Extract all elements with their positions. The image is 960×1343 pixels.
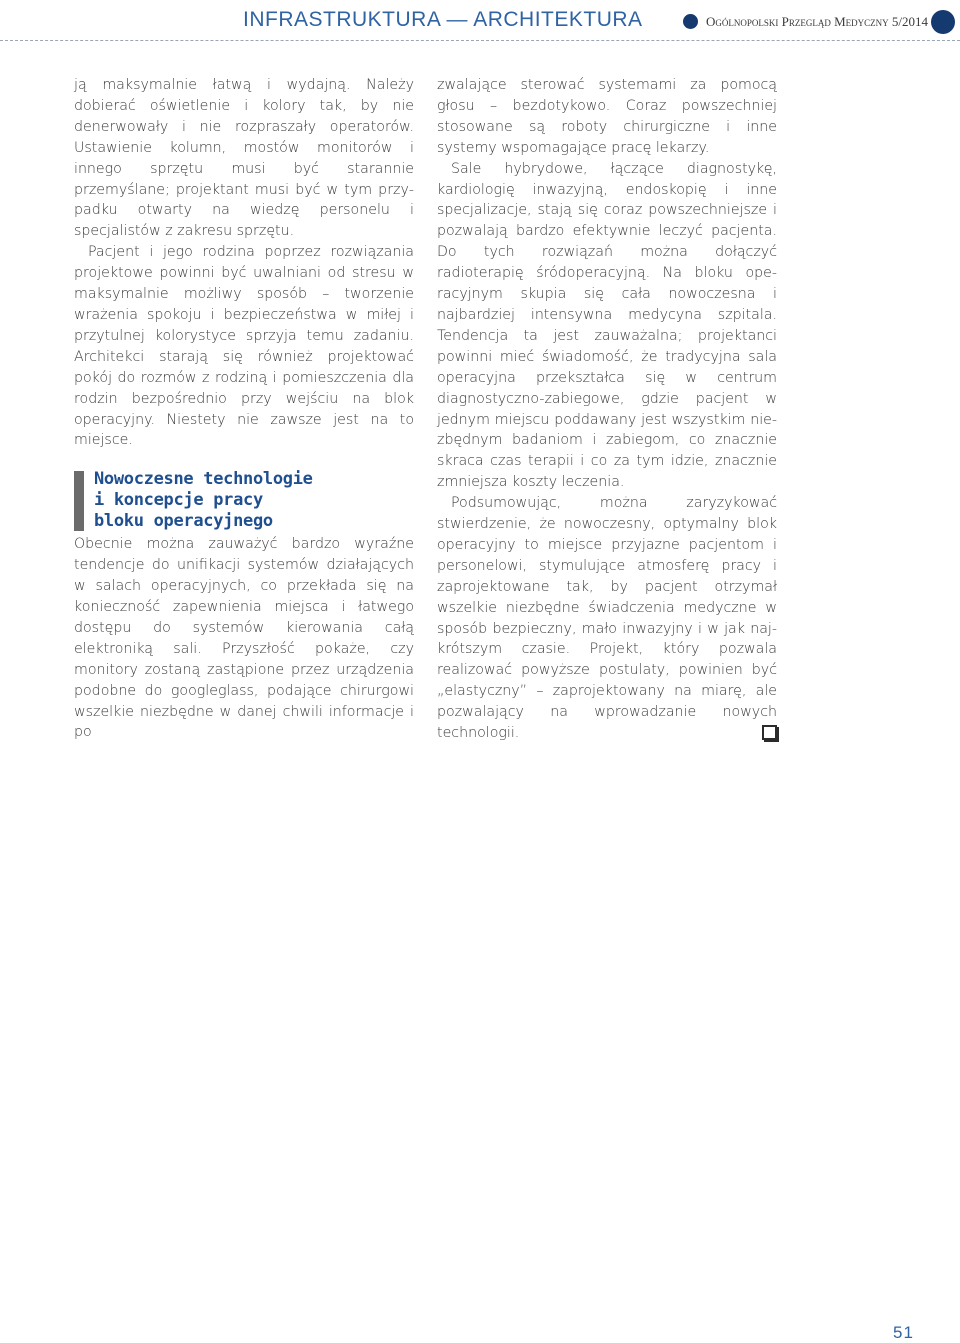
- left-column: [74, 75, 414, 743]
- paragraph: ją maksymalnie łatwą i wydajną. Należy dobierać oświetlenie i kolory tak, by nie denerwowały i nie rozpraszały operatorów. Ustawienie kolumn, mostów monitorów i innego sprzętu musi być starannie przemyślane; projektant musi być w tym przypadku otwarty na wiedzę personelu i specjalistów z zakresu sprzętu.: [74, 77, 414, 240]
- heading-bar: [74, 471, 84, 531]
- page-number: 51: [893, 1323, 914, 1342]
- page-header: [0, 0, 960, 46]
- right-column: [437, 75, 777, 744]
- section-heading-text: Nowoczesne technologie i koncepcje pracy bloku operacyjnego: [94, 469, 313, 532]
- header-dot-icon: [683, 14, 698, 29]
- paragraph-text: Podsumowując, można zaryzykować stwierdzenie, że nowoczesny, optymalny blok operacyjny to miejsce przyjazne pacjentom i personelowi, stymulujące atmosferę pracy i zaprojektowane tak, by pacjent otrzymał wszelkie niezbędne świadczenia medyczne w sposób bezpieczny, mało inwazyjny i w jak najkrótszym czasie. Projekt, który pozwala realizować powyższe postulaty, powinien być „elastyczny” – zaprojektowany na miarę, ale pozwalający na wprowadzanie nowych technologii.: [437, 495, 777, 742]
- journal-name: Ogólnopolski Przegląd Medyczny 5/2014: [706, 14, 929, 29]
- header-divider: [0, 40, 960, 41]
- end-of-article-icon: [762, 725, 777, 740]
- paragraph: Obecnie można zauważyć bardzo wyraźne tendencje do unifikacji systemów działających w salach operacyjnych, co przekłada się na konieczność zapewnienia miejsca i łatwego dostępu do systemów kierowania całą elektroniką sali. Przyszłość pokaże, czy monitory zostaną zastąpione przez urządzenia podobne do googleglass, podające chirurgowi wszelkie niezbędne w danej chwili informacje i po: [74, 536, 414, 741]
- section-heading: [74, 469, 414, 532]
- paragraph: [437, 493, 777, 744]
- section-title: INFRASTRUKTURA — ARCHITEKTURA: [243, 8, 643, 31]
- paragraph: Sale hybrydowe, łączące diagnostykę, kardiologię inwazyjną, endoskopię i inne specjalizacje, stają się coraz powszechniejsze i pozwalają bardzo efektywnie leczyć pacjenta. Do tych rozwiązań można dołączyć radioterapię śródoperacyjną. Na bloku operacyjnym skupia się cała nowoczesna i najbardziej intensywna medycyna szpitala. Tendencja ta jest zauważalna; projektanci powinni mieć świadomość, że tradycyjna sala operacyjna przekształca się w centrum diagnostyczno-zabiegowe, gdzie pacjent w jednym miejscu poddawany jest wszystkim niezbędnym badaniom i zabiegom, co znacznie skraca czas terapii i co za tym idzie, znacznie zmniejsza koszty leczenia.: [437, 160, 777, 491]
- journal-badge-icon: [931, 10, 955, 34]
- paragraph: Pacjent i jego rodzina poprzez rozwiązania projektowe powinni być uwalniani od stresu w maksymalnie możliwy sposób – tworzenie wrażenia spokoju i bezpieczeństwa w miłej i przytulnej kolorystyce sprzyja temu zadaniu. Architekci starają się również projektować pokój do rozmów z rodziną i pomieszczenia dla rodzin bezpośrednio przy wejściu na blok operacyjny. Niestety nie zawsze jest na to miejsce.: [74, 244, 414, 449]
- paragraph: zwalające sterować systemami za pomocą głosu – bezdotykowo. Coraz powszechniej stosowane są roboty chirurgiczne i inne systemy wspomagające pracę lekarzy.: [437, 77, 777, 156]
